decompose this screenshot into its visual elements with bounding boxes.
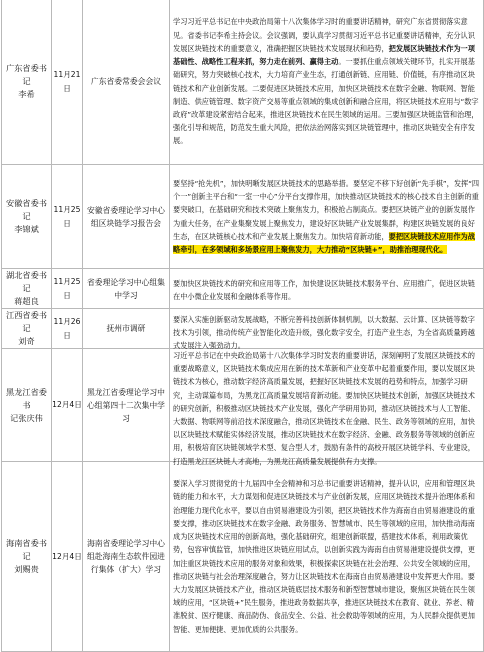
event-cell: 安徽省委理论学习中心组区块链学习报告会 — [83, 165, 170, 269]
content-text — [173, 15, 481, 147]
content-cell — [170, 269, 484, 309]
official-name-cell: 江西省委书记 刘奇 — [2, 309, 52, 349]
date-cell: 12月4日 — [52, 349, 83, 462]
body-text: 。一要抓住重点领域关键环节，扎实开展基础研究，努力突破核心技术，大力培育产业生态，打通创新链、应用链、价值链，有序推动区块链技术和产业创新发展。二要促进区块链技术应用，加快区块链技术在数字金融、物联网、智能制造、供应链管理、数字资产交易等重点领域的集成创新和融合应用，将区块链技术应用与“数字政府”改革建设紧密结合起来，推进区块链技术在民生领域的运用。三要加强区块链监管和治理，强化引导和规范，防范发生重大风险，把依法治网落实到区块链管理中，推动区块链安全有序发展。 — [173, 57, 479, 146]
official-name-cell: 黑龙江省委书 记张庆伟 — [2, 349, 52, 462]
body-text: 要深入实施创新驱动发展战略，不断完善科技创新体制机制，以大数据、云计算、区块链等数字技术为引领，推动传统产业智能化改造升级，强化数字安全，打造产业生态，为全省高质量跨越式发展注入强劲动力。 — [173, 314, 475, 350]
content-cell — [170, 462, 484, 652]
date-cell: 12月4日 — [52, 462, 83, 652]
event-cell: 省委理论学习中心组集中学习 — [83, 269, 170, 309]
date-cell: 11月25日 — [52, 269, 83, 309]
content-text — [173, 177, 481, 256]
content-text — [173, 313, 481, 350]
table-row — [2, 349, 484, 462]
official-name-cell: 安徽省委书记 李锦斌 — [2, 165, 52, 269]
table-row — [2, 0, 484, 165]
body-text: 习近平总书记在中央政治局第十八次集体学习时发表的重要讲话，深刻阐明了发展区块链技术的重要战略意义，区块链技术集成应用在新的技术革新和产业变革中起着重要作用，要以发展区块链技术为核心，推动数字经济高质量发展，把握好区块链技术发展的趋势和特点，加强学习研究，主动谋篇布局，为黑龙江高质量发展培育新动能。要加快区块链技术创新，加强区块链技术的研究创新，积极推动区块链技术产业发展，强化产学研用协同，推动区块链技术与人工智能、大数据、物联网等前沿技术深度融合，推动区块链技术在金融、民生、政务等领域的应用，加快以区块链技术赋能实体经济发展，推动区块链技术在数字经济、金融、政务服务等领域的创新应用，积极培育区块链领域学术型、复合型人才，鼓励有条件的高校开展区块链学科、专业建设，打造黑龙江区块链人才高地，为黑龙江高质量发展提供有力支撑。 — [173, 351, 475, 466]
content-cell — [170, 349, 484, 466]
content-text — [173, 477, 481, 635]
body-text: 要加快区块链技术的研究和应用等工作，加快建设区块链技术服务平台、应用推广，促进区块链在中小微企业发展和金融体系等作用。 — [173, 278, 475, 301]
date-cell: 11月26日 — [52, 309, 83, 349]
table-body — [2, 0, 484, 652]
event-cell: 黑龙江省委理论学习中心组第四十二次集中学习 — [83, 349, 170, 462]
official-name-cell: 广东省委书记 李希 — [2, 0, 52, 165]
emphasized-text: 把发展区块链技术作为一项基础性、战略性工程来抓，努力走在前列、赢得主动 — [173, 43, 475, 67]
date-cell: 11月25日 — [52, 165, 83, 269]
content-cell — [170, 0, 484, 165]
official-name-cell: 海南省委书记 刘赐贵 — [2, 462, 52, 652]
event-cell: 海南省委理论学习中心组赴海南生态软件园进行集体（扩大）学习 — [83, 462, 170, 652]
body-text: 要深入学习贯彻党的十九届四中全会精神和习总书记重要讲话精神，提升认识，应用和管理区块链的能力和水平，大力谋划和促进区块链技术与产业创新发展，应用区块链技术提升治理体系和治理能力现代化水平，要以自由贸易港建设为引领，把区块链技术作为海南自由贸易港建设的重要支撑，推动区块链技术在数字金融、政务服务、智慧城市、民生等领域的应用，加快推动海南成为区块链技术应用的创新高地，强化基础研究，组建创新联盟，搭建技术体系，利用政策优势，包容审慎监管，加快推进区块链应用试点，以创新实践为海南自由贸易港建设提供支撑，更加注重区块链技术应用的服务对象和效果，积极探索区块链在社会治理、公共安全领域的应用，推动区块链与社会治理深度融合，努力让区块链技术在海南自由贸易港建设中发挥更大作用。要大力发展区块链技术产业，推动区块链底层技术服务和新型智慧城市建设，聚焦区块链在民生领域的应用，“区块链+”民生服务，推进政务数据共享，推进区块链技术在教育、就业、养老、精准脱贫、医疗健康、商品防伪、食品安全、公益、社会救助等领域的应用，为人民群众提供更加智能、更加便捷、更加优质的公共服务。 — [173, 479, 475, 634]
table-row — [2, 309, 484, 349]
provincial-secretary-table — [1, 0, 484, 652]
body-text: 学习习近平总书记在中央政治局第十八次集体学习时的重要讲话精神，研究广东省贯彻落实意见。省委书记李希主持会议。会议强调，要认真学习贯彻习近平总书记重要讲话精神，充分认识发展区块链技术的重要意义，准确把握区块链技术发展现状和趋势， — [173, 17, 475, 53]
table-row — [2, 165, 484, 269]
emphasized-text: 要把区块链技术应用作为战略牵引，在多领域和多场景应用上聚焦发力，大力推动“区块链+”，助推治理现代化。 — [173, 231, 475, 254]
table-row — [2, 462, 484, 652]
body-text: 要坚持“抢先机”，加快明晰发展区块链技术的思路举措。要坚定不移下好创新“先手棋”，发挥“四个一”创新主平台和“一室一中心”分平台支撑作用，加快推动区块链技术的核心技术自主创新的重要突破口，在基础研究和技术突破上聚焦发力，积极抢占制高点。要把区块链产业的创新发展作为重大任务，在产业集聚发展上聚焦发力，建设好区块链产业发展集群，构建区块链发展的良好生态，在区块链核心技术和产业发展上聚焦发力。加快培育新动能， — [173, 178, 480, 241]
event-cell: 抚州市调研 — [83, 309, 170, 349]
table-row — [2, 269, 484, 309]
event-cell: 广东省委常委会会议 — [83, 0, 170, 165]
date-cell: 11月21日 — [52, 0, 83, 165]
official-name-cell: 湖北省委书记 蒋超良 — [2, 269, 52, 309]
content-text — [173, 277, 481, 301]
content-cell — [170, 309, 484, 349]
content-cell — [170, 165, 484, 269]
content-text — [173, 349, 481, 466]
